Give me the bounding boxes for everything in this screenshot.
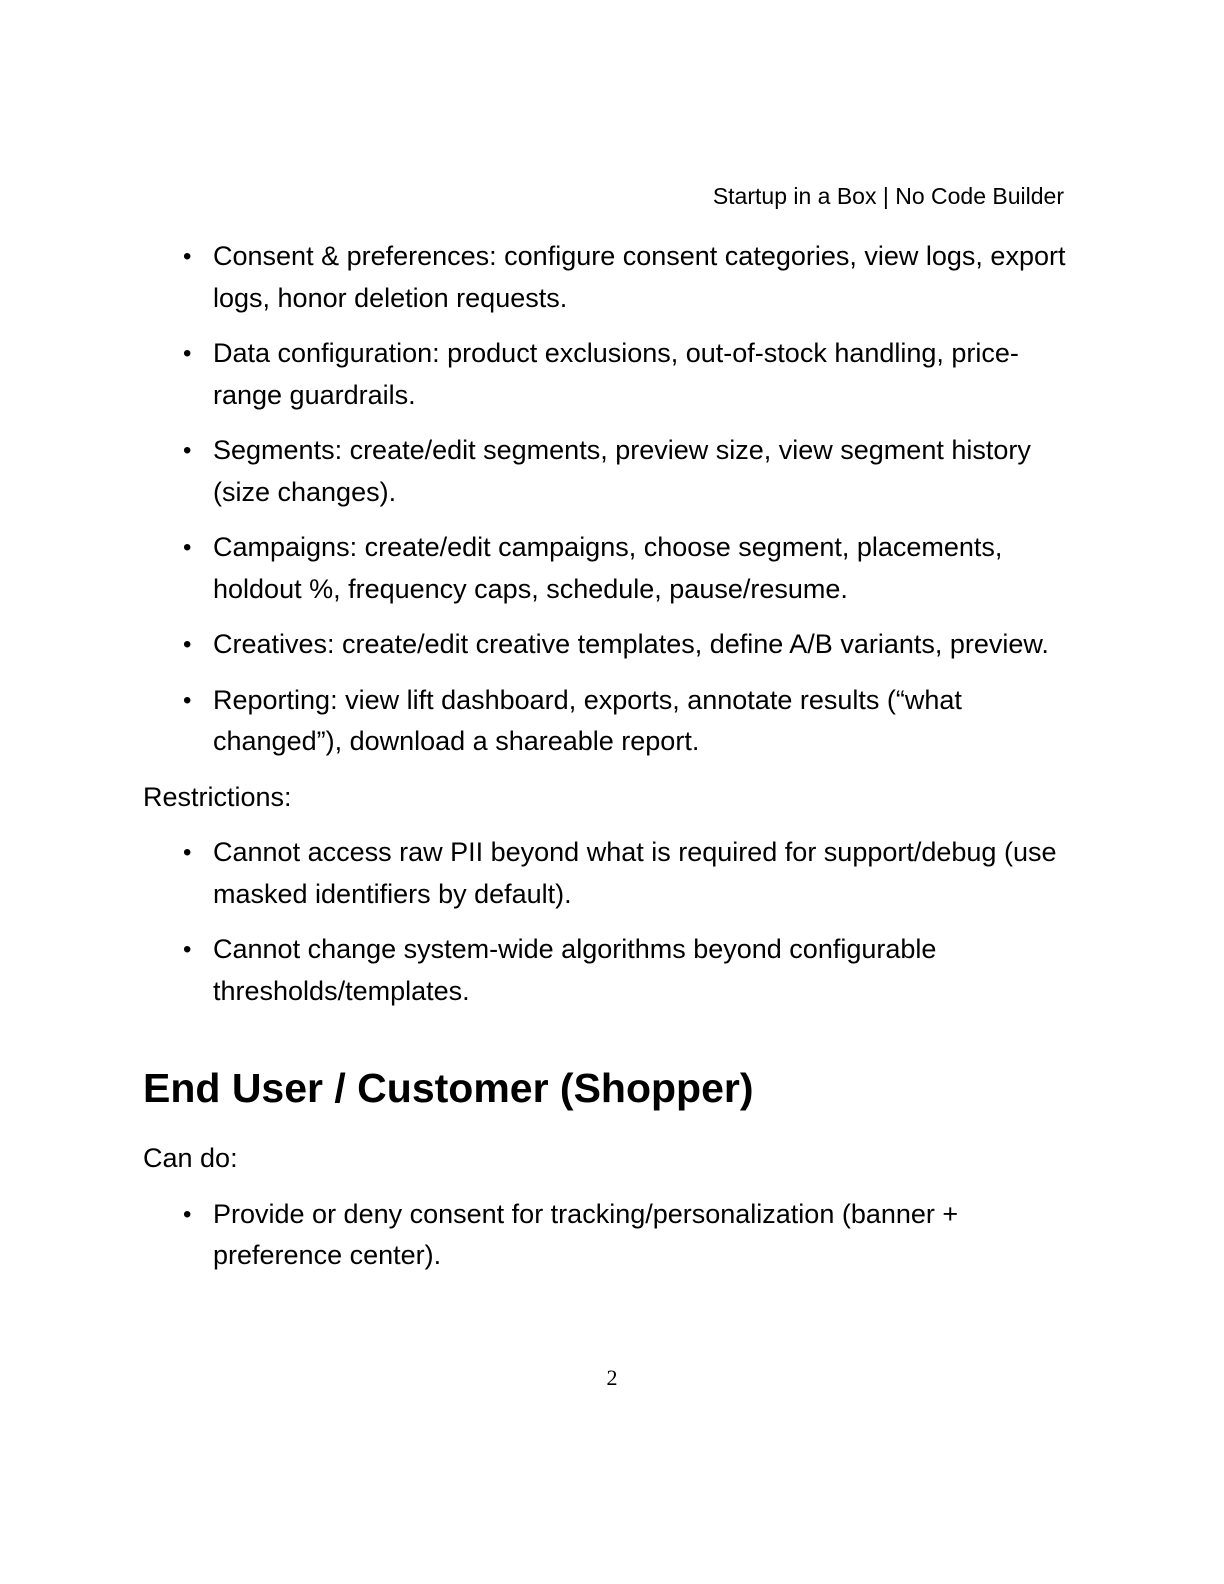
list-item-text: Consent & preferences: configure consent categories, view logs, export logs, honor deletion requests.	[213, 241, 1066, 313]
permissions-list	[143, 236, 1073, 763]
bullet-icon: •	[183, 631, 192, 658]
bullet-icon: •	[183, 534, 192, 561]
list-item-text: Data configuration: product exclusions, out-of-stock handling, price-range guardrails.	[213, 338, 1019, 410]
list-item-text: Campaigns: create/edit campaigns, choose segment, placements, holdout %, frequency caps, schedule, pause/resume.	[213, 532, 1003, 604]
list-item	[143, 527, 1073, 610]
list-item-text: Cannot access raw PII beyond what is required for support/debug (use masked identifiers by default).	[213, 837, 1057, 909]
list-item-text: Reporting: view lift dashboard, exports, annotate results (“what changed”), download a shareable report.	[213, 684, 962, 756]
list-item	[143, 430, 1073, 513]
list-item	[143, 624, 1073, 666]
bullet-icon: •	[183, 1200, 192, 1228]
page-number: 2	[606, 1365, 618, 1390]
section-heading: End User / Customer (Shopper)	[143, 1065, 754, 1111]
restrictions-label: Restrictions:	[143, 781, 292, 812]
list-item	[143, 680, 1073, 763]
list-item	[143, 832, 1073, 915]
bullet-icon: •	[183, 243, 192, 270]
document-body	[143, 236, 1073, 1291]
restrictions-list	[143, 832, 1073, 1012]
page-header: Startup in a Box | No Code Builder	[712, 183, 1064, 209]
list-item	[143, 236, 1073, 319]
bullet-icon: •	[183, 839, 192, 866]
list-item	[143, 929, 1073, 1012]
end-user-list	[143, 1194, 1073, 1277]
list-item-text: Provide or deny consent for tracking/personalization (banner + preference center).	[213, 1198, 959, 1270]
bullet-icon: •	[183, 340, 192, 367]
list-item	[143, 333, 1073, 416]
list-item	[143, 1194, 1073, 1277]
list-item-text: Cannot change system-wide algorithms beyond configurable thresholds/templates.	[213, 934, 937, 1006]
bullet-icon: •	[183, 686, 192, 714]
bullet-icon: •	[183, 936, 192, 963]
list-item-text: Creatives: create/edit creative templates, define A/B variants, preview.	[213, 629, 1049, 659]
bullet-icon: •	[183, 437, 192, 464]
can-do-label: Can do:	[143, 1143, 238, 1173]
list-item-text: Segments: create/edit segments, preview size, view segment history (size changes).	[213, 435, 1031, 507]
